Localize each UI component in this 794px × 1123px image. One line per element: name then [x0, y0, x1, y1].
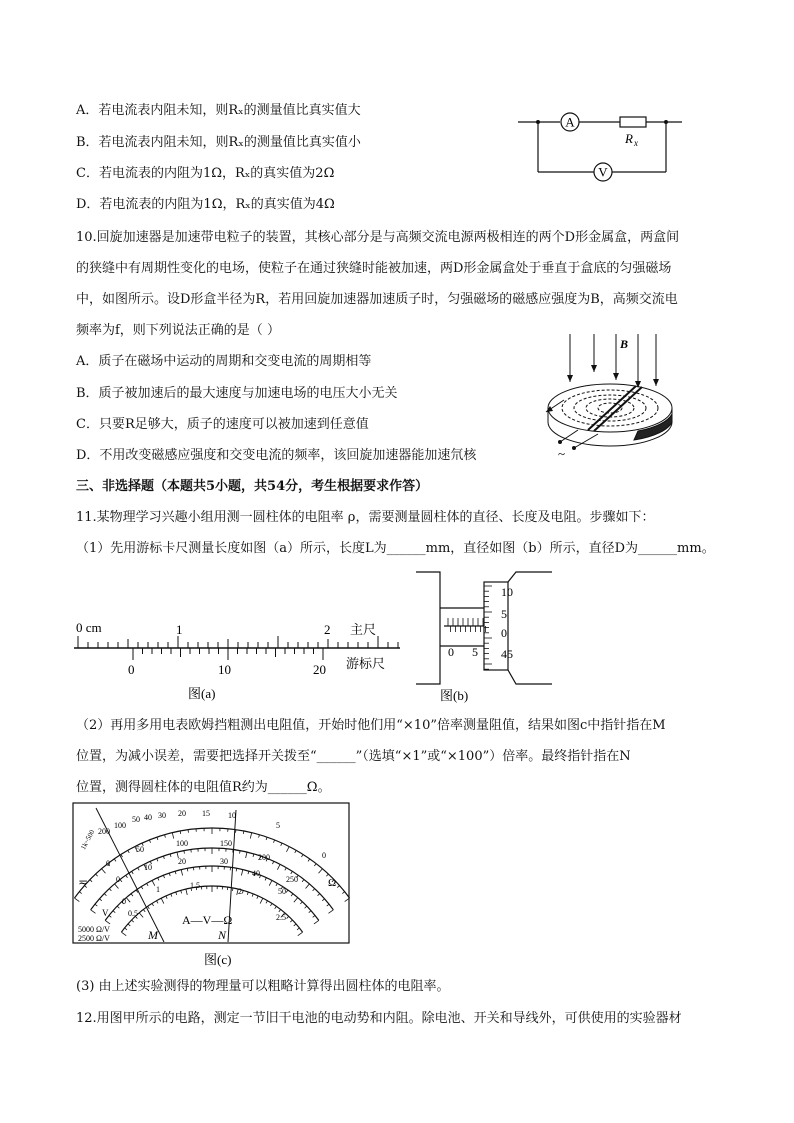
q9-option-d: D．若电流表的内阻为1Ω，Rₓ的真实值为4Ω [76, 197, 335, 212]
scale-tick [232, 888, 233, 891]
resistor-subscript: x [634, 138, 638, 148]
vernier-scale-label: 0 [128, 662, 135, 677]
ohm-scale-label: 30 [158, 811, 166, 820]
fig-a-caption: 图(a) [188, 686, 216, 701]
scale-tick [187, 868, 188, 871]
q10-option-d: D．不用改变磁感应强度和交变电流的频率，该回旋加速器能加速氘核 [76, 448, 477, 463]
v-scale-inner: 1 [156, 885, 160, 894]
v-mark: V [102, 908, 109, 918]
ohm-scale-label: 0 [322, 851, 326, 860]
voltmeter-label: V [598, 164, 608, 180]
ohm-scale-label: 1k~500 [79, 828, 97, 852]
v-scale-outer: 250 [286, 875, 298, 884]
v-scale-outer: 200 [258, 853, 270, 862]
v-scale-inner: 2 [238, 887, 242, 896]
thimble-label: 10 [501, 585, 513, 599]
multimeter-dial-figure [72, 802, 356, 974]
center-label: A—V—Ω [182, 913, 233, 927]
pointer-n-label: N [218, 928, 227, 942]
ohm-scale-label: 50 [132, 815, 140, 824]
v-scale-outer: 50 [136, 845, 144, 854]
section-title: 三、非选择题（本题共5小题，共54分，考生根据要求作答） [76, 479, 429, 494]
sensitivity-1: 5000 Ω/V [78, 925, 110, 934]
ohm-unit: Ω [328, 877, 337, 889]
dc-mark: ≂ [78, 875, 89, 889]
ohm-scale-label: 5 [276, 821, 280, 830]
q12-stem: 12.用图甲所示的电路，测定一节旧干电池的电动势和内阻。除电池、开关和导线外，可供使用的实验器材 [76, 1011, 682, 1026]
cyclotron-figure [538, 330, 678, 462]
v-scale-inner: 0 [122, 897, 126, 906]
q11-part1: （1）先用游标卡尺测量长度如图（a）所示，长度L为______mm，直径如图（b）所示，直径D为______mm。 [76, 541, 715, 556]
v-scale-inner: 1.5 [190, 881, 200, 890]
ohm-scale-label: 15 [202, 809, 210, 818]
vernier-scale-name: 游标尺 [346, 656, 386, 671]
q10-option-b: B．质子被加速后的最大速度与加速电场的电压大小无关 [76, 386, 398, 401]
v-scale-mid: 0 [116, 875, 120, 884]
thimble-label: 45 [501, 647, 513, 661]
scale-tick [240, 851, 241, 854]
scale-tick [243, 831, 244, 834]
v-scale-mid: 10 [144, 863, 152, 872]
ohm-scale-label: 100 [114, 821, 126, 830]
scale-tick [184, 851, 185, 854]
sleeve-label: 5 [472, 645, 478, 659]
q11-stem: 11.某物理学习兴趣小组用测一圆柱体的电阻率 ρ，需要测量圆柱体的直径、长度及电阻。步骤如下： [76, 510, 655, 525]
v-scale-mid: 40 [252, 869, 260, 878]
v-scale-mid: 50 [278, 887, 286, 896]
scale-tick [180, 831, 181, 834]
q9-option-c: C．若电流表的内阻为1Ω，Rₓ的真实值为2Ω [76, 166, 335, 181]
pointer-m-label: M [148, 928, 158, 942]
q10-stem-line2: 的狭缝中有周期性变化的电场，使粒子在通过狭缝时能被加速，两D形金属盒处于垂直于盒底的匀强磁场 [76, 261, 672, 276]
sleeve-label: 0 [448, 645, 454, 659]
q9-circuit-diagram [512, 108, 692, 186]
resistor-label: R [625, 131, 633, 146]
vernier-scale-label: 20 [313, 662, 326, 677]
ohm-scale-label: 10 [228, 811, 236, 820]
v-scale-inner: 2.5 [276, 913, 286, 922]
v-scale-mid: 30 [220, 857, 228, 866]
ac-source-symbol: ~ [558, 446, 566, 461]
q11-part2-line2: 位置，为减小误差，需要把选择开关拨至“______”（选填“×1”或“×100”）倍率。最终指针指在N [76, 749, 631, 764]
fig-b-caption: 图(b) [440, 688, 469, 703]
q11-part2-line3: 位置，测得圆柱体的电阻值R约为______Ω。 [76, 780, 331, 795]
micrometer-figure [412, 568, 562, 708]
scale-tick [236, 868, 237, 871]
v-scale-mid: 20 [178, 857, 186, 866]
v-scale-outer: 0 [106, 859, 110, 868]
q10-stem-line1: 10.回旋加速器是加速带电粒子的装置，其核心部分是与高频交流电源两极相连的两个D形金属盒，两盒间 [76, 230, 680, 245]
main-scale-label: 2 [324, 622, 331, 637]
q11-part2-line1: （2）再用多用电表欧姆挡粗测出电阻值，开始时他们用“×10”倍率测量阻值，结果如图c中指针指在M [76, 718, 666, 733]
ohm-scale-label: 200 [98, 827, 110, 836]
main-scale-unit: 0 cm [76, 620, 102, 635]
q10-stem-line3: 中，如图所示。设D形盒半径为R，若用回旋加速器加速质子时，匀强磁场的磁感应强度为B，高频交流电 [76, 292, 678, 307]
sensitivity-2: 2500 Ω/V [78, 934, 110, 943]
ammeter-label: A [565, 114, 575, 130]
fig-c-caption: 图(c) [204, 952, 232, 967]
thimble-label: 0 [501, 626, 507, 640]
vernier-scale-label: 10 [218, 662, 231, 677]
main-scale-name: 主尺 [350, 622, 377, 637]
vernier-caliper-figure [70, 612, 410, 704]
q9-option-a: A．若电流表内阻未知，则Rₓ的测量值比真实值大 [76, 103, 361, 118]
q10-option-a: A．质子在磁场中运动的周期和交变电流的周期相等 [76, 354, 372, 369]
v-scale-outer: 150 [220, 839, 232, 848]
q11-part3: (3) 由上述实验测得的物理量可以粗略计算得出圆柱体的电阻率。 [76, 979, 450, 994]
ohm-scale-label: 40 [144, 813, 152, 822]
v-scale-outer: 100 [176, 839, 188, 848]
q10-stem-line4: 频率为f，则下列说法正确的是（ ） [76, 323, 280, 338]
main-scale-label: 1 [176, 622, 183, 637]
q10-option-c: C．只要R足够大，质子的速度可以被加速到任意值 [76, 417, 369, 432]
v-scale-inner: 0.5 [128, 909, 138, 918]
thimble-label: 5 [501, 607, 507, 621]
q9-option-b: B．若电流表内阻未知，则Rₓ的测量值比真实值小 [76, 135, 361, 150]
ohm-scale-label: 20 [178, 809, 186, 818]
b-field-label: B [620, 337, 629, 351]
